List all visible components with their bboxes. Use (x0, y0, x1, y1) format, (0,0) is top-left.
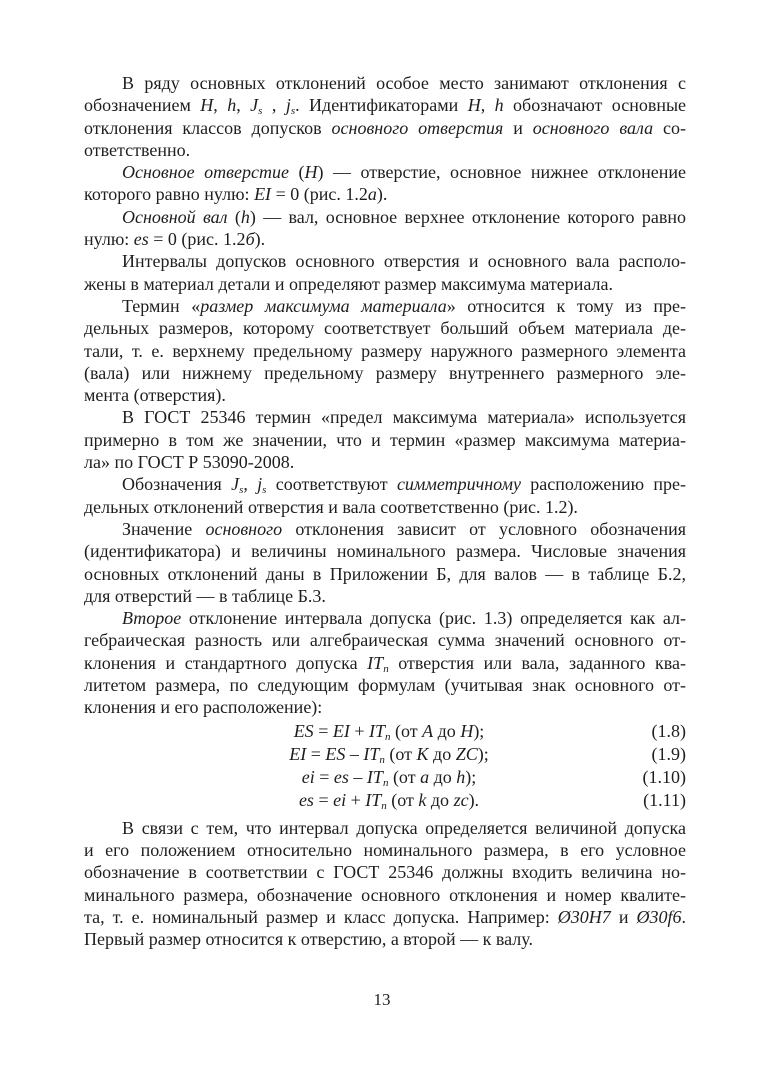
italic-text: основного отверстия (331, 117, 504, 138)
text-run: = (313, 720, 333, 741)
paragraph (84, 250, 686, 295)
text-line (84, 228, 686, 250)
formula (84, 789, 686, 812)
text-line (84, 94, 686, 116)
text-run: (от (386, 789, 419, 810)
text-run: – (348, 766, 367, 787)
text-line (84, 406, 686, 428)
text-run: до (429, 766, 457, 787)
italic-text: ES (293, 720, 314, 741)
formula-number: (1.9) (651, 743, 686, 764)
text-run: . Идентификаторами (295, 95, 468, 116)
italic-text: ei (301, 766, 315, 787)
text-run: (от (390, 720, 423, 741)
text-run: примерно в том же значении, что и термин «размер максимума материа- (84, 429, 686, 450)
paragraph (84, 295, 686, 406)
italic-text: k (418, 789, 427, 810)
subscript: s (239, 484, 244, 497)
italic-text: EI (289, 743, 307, 764)
italic-text: Ø30H7 (557, 906, 611, 927)
text-run: (вала) или нижнему предельному размеру внутреннего размерного эле- (84, 362, 686, 383)
text-line (84, 429, 686, 451)
subscript: s (290, 105, 296, 118)
italic-text: H (460, 720, 474, 741)
formula-number: (1.11) (643, 789, 686, 810)
italic-text: симметричному (396, 474, 521, 495)
text-run: . (681, 906, 686, 927)
italic-text: основного вала (532, 117, 654, 138)
italic-text: H (467, 95, 481, 116)
text-run: обозначением (84, 95, 201, 116)
text-line (84, 496, 686, 518)
page-number: 13 (373, 990, 391, 1009)
subscript: n (385, 730, 391, 743)
text-before-formulas (84, 72, 686, 719)
italic-text: EI (254, 184, 272, 205)
subscript: n (379, 753, 385, 766)
text-run: до (433, 720, 461, 741)
text-line (84, 250, 686, 272)
italic-text: ei (333, 789, 347, 810)
italic-text: h (494, 95, 504, 116)
text-run: основных отклонений даны в Приложении Б, для валов — в таблице Б.2, (84, 563, 686, 584)
italic-text: Основной вал (122, 206, 228, 227)
text-run: для отверстий — в таблице Б.3. (84, 585, 326, 606)
italic-text: IT (366, 766, 383, 787)
text-line (84, 72, 686, 94)
text-run: дельных отклонений отверстия и вала соответственно (рис. 1.2). (84, 496, 578, 517)
text-run: (идентификатора) и величины номинального размера. Числовые значения (84, 541, 686, 562)
formula (84, 743, 686, 766)
text-run: = (313, 789, 334, 810)
text-run: ); (473, 720, 485, 741)
text-line (84, 629, 686, 651)
text-run: , (236, 95, 251, 116)
text-line (84, 585, 686, 607)
text-run: (от (388, 766, 421, 787)
text-run: жены в материал детали и определяют размер максимума материала. (84, 273, 614, 294)
text-run: та, т. е. номинальный размер и класс допуска. Например: (84, 906, 558, 927)
italic-text: IT (367, 652, 384, 673)
text-line (84, 183, 686, 205)
paragraph (84, 406, 686, 473)
text-run: ); (477, 743, 489, 764)
italic-text: IT (369, 720, 386, 741)
text-run: » относится к тому из пре- (446, 295, 686, 316)
paragraph (84, 518, 686, 607)
text-run: обозначают основные (503, 95, 687, 116)
text-line (84, 674, 686, 696)
text-run: Интервалы допусков основного отверстия и основного вала располо- (122, 251, 686, 272)
text-run: ответственно. (84, 139, 191, 160)
text-run: отверстия или вала, заданного ква- (388, 652, 686, 673)
text-line (84, 928, 686, 950)
formula-expression (84, 789, 686, 818)
text-run: + (346, 789, 366, 810)
text-run: ); (465, 766, 477, 787)
text-line (84, 607, 686, 629)
text-run: до (426, 789, 454, 810)
formula (84, 766, 686, 789)
text-line (84, 906, 686, 928)
text-run: (от (384, 743, 417, 764)
text-line (84, 696, 686, 718)
text-run: и (503, 117, 533, 138)
italic-text: zc (453, 789, 469, 810)
text-run: = (314, 766, 334, 787)
text-line (84, 884, 686, 906)
text-run: ( (288, 162, 305, 183)
italic-text: a (420, 766, 430, 787)
text-run: гебраическая разность или алгебраическая сумма значений основного от- (84, 630, 686, 651)
text-line (84, 139, 686, 161)
text-run: – (345, 743, 364, 764)
paragraph (84, 607, 686, 718)
text-run: ) — вал, основное верхнее отклонение которого равно (249, 206, 686, 227)
text-run: = (306, 743, 326, 764)
subscript: s (258, 105, 263, 118)
text-run: = 0 (рис. 1.2 (271, 184, 368, 205)
italic-text: j (285, 95, 291, 116)
formula (84, 720, 686, 743)
italic-text: EI (332, 720, 350, 741)
text-run: дельных размеров, которому соответствует больший объем материала де- (84, 318, 686, 339)
text-run: мента (отверстия). (84, 385, 226, 406)
text-run: расположению пре- (520, 474, 686, 495)
text-line (84, 861, 686, 883)
text-run: + (349, 720, 369, 741)
italic-text: h (227, 95, 237, 116)
text-line (84, 518, 686, 540)
text-run: клонения и его расположение): (84, 697, 323, 718)
text-run: со- (653, 117, 686, 138)
text-run: , (262, 95, 286, 116)
text-line (84, 161, 686, 183)
subscript: n (381, 799, 387, 812)
text-run: минального размера, обозначение основного отклонения и номер квалите- (84, 884, 686, 905)
text-line (84, 451, 686, 473)
italic-text: j (257, 474, 263, 495)
text-line (84, 117, 686, 139)
paragraph (84, 206, 686, 251)
text-line (84, 563, 686, 585)
italic-text: Ø30f6 (636, 906, 682, 927)
paragraph (84, 817, 686, 951)
formula-number: (1.8) (651, 720, 686, 741)
italic-text: ZC (455, 743, 478, 764)
text-run: ). (254, 229, 266, 250)
formula-number: (1.10) (642, 766, 686, 787)
text-run: В ГОСТ 25346 термин «предел максимума материала» используется (122, 407, 686, 428)
text-line (84, 362, 686, 384)
text-line (84, 540, 686, 562)
text-line (84, 384, 686, 406)
text-line (84, 652, 686, 674)
text-run: нулю: (84, 229, 134, 250)
text-run: ). (468, 789, 480, 810)
subscript: n (382, 776, 389, 789)
italic-text: H (200, 95, 214, 116)
text-run: ). (376, 184, 388, 205)
text-line (84, 206, 686, 228)
italic-text: б (245, 229, 255, 250)
italic-text: H (304, 162, 318, 183)
italic-text: Основное отверстие (122, 162, 289, 183)
italic-text: а (367, 184, 377, 205)
text-run: литетом размера, по следующим формулам (учитывая знак основного от- (84, 675, 686, 696)
italic-text: J (250, 95, 259, 116)
text-line (84, 273, 686, 295)
formula-block (84, 720, 686, 812)
italic-text: ES (325, 743, 346, 764)
text-line (84, 817, 686, 839)
text-run: ла» по ГОСТ Р 53090-2008. (84, 452, 295, 473)
text-run: клонения и стандартного допуска (84, 652, 368, 673)
text-run: ) — отверстие, основное нижнее отклонение (317, 162, 686, 183)
text-run: Значение (122, 518, 206, 539)
italic-text: h (456, 766, 466, 787)
text-run: , (243, 474, 258, 495)
italic-text: es (333, 766, 349, 787)
text-run: до (428, 743, 456, 764)
paragraph (84, 72, 686, 161)
text-run: Первый размер относится к отверстию, а второй — к валу. (84, 929, 533, 950)
text-run: , (213, 95, 228, 116)
subscript: s (262, 484, 267, 497)
italic-text: J (231, 474, 240, 495)
text-run: отклонение интервала допуска (рис. 1.3) определяется как ал- (181, 608, 686, 629)
italic-text: IT (365, 789, 382, 810)
text-run: обозначение в соответствии с ГОСТ 25346 должны входить величина но- (84, 862, 686, 883)
text-run: отклонения зависит от условного обозначения (282, 518, 686, 539)
paragraph (84, 473, 686, 518)
italic-text: Второе (122, 608, 182, 629)
italic-text: основного (205, 518, 283, 539)
text-line (84, 295, 686, 317)
italic-text: K (416, 743, 429, 764)
text-run: отклонения классов допусков (84, 117, 332, 138)
italic-text: A (422, 720, 434, 741)
text-run: которого равно нулю: (84, 184, 255, 205)
text-run: В связи с тем, что интервал допуска определяется величиной допуска (122, 817, 686, 838)
text-run: Обозначения (122, 474, 232, 495)
italic-text: IT (363, 743, 380, 764)
page-body (84, 72, 686, 950)
text-line (84, 340, 686, 362)
italic-text: es (298, 789, 314, 810)
text-line (84, 317, 686, 339)
text-line (84, 473, 686, 495)
italic-text: es (133, 229, 149, 250)
text-run: = 0 (рис. 1.2 (148, 229, 246, 250)
text-run: В ряду основных отклонений особое место занимают отклонения с (122, 73, 686, 93)
text-run: соответствуют (266, 474, 397, 495)
subscript: n (383, 662, 389, 675)
text-run: ( (227, 206, 241, 227)
text-run: и его положением относительно номинального размера, в его условное (84, 839, 686, 860)
text-line (84, 839, 686, 861)
text-run: , (480, 95, 495, 116)
text-after-formulas (84, 817, 686, 951)
text-run: Термин « (122, 295, 201, 316)
italic-text: размер максимума материала (200, 295, 447, 316)
italic-text: h (240, 206, 250, 227)
text-run: и (610, 906, 637, 927)
paragraph (84, 161, 686, 206)
text-run: тали, т. е. верхнему предельному размеру наружного размерного элемента (84, 340, 686, 361)
